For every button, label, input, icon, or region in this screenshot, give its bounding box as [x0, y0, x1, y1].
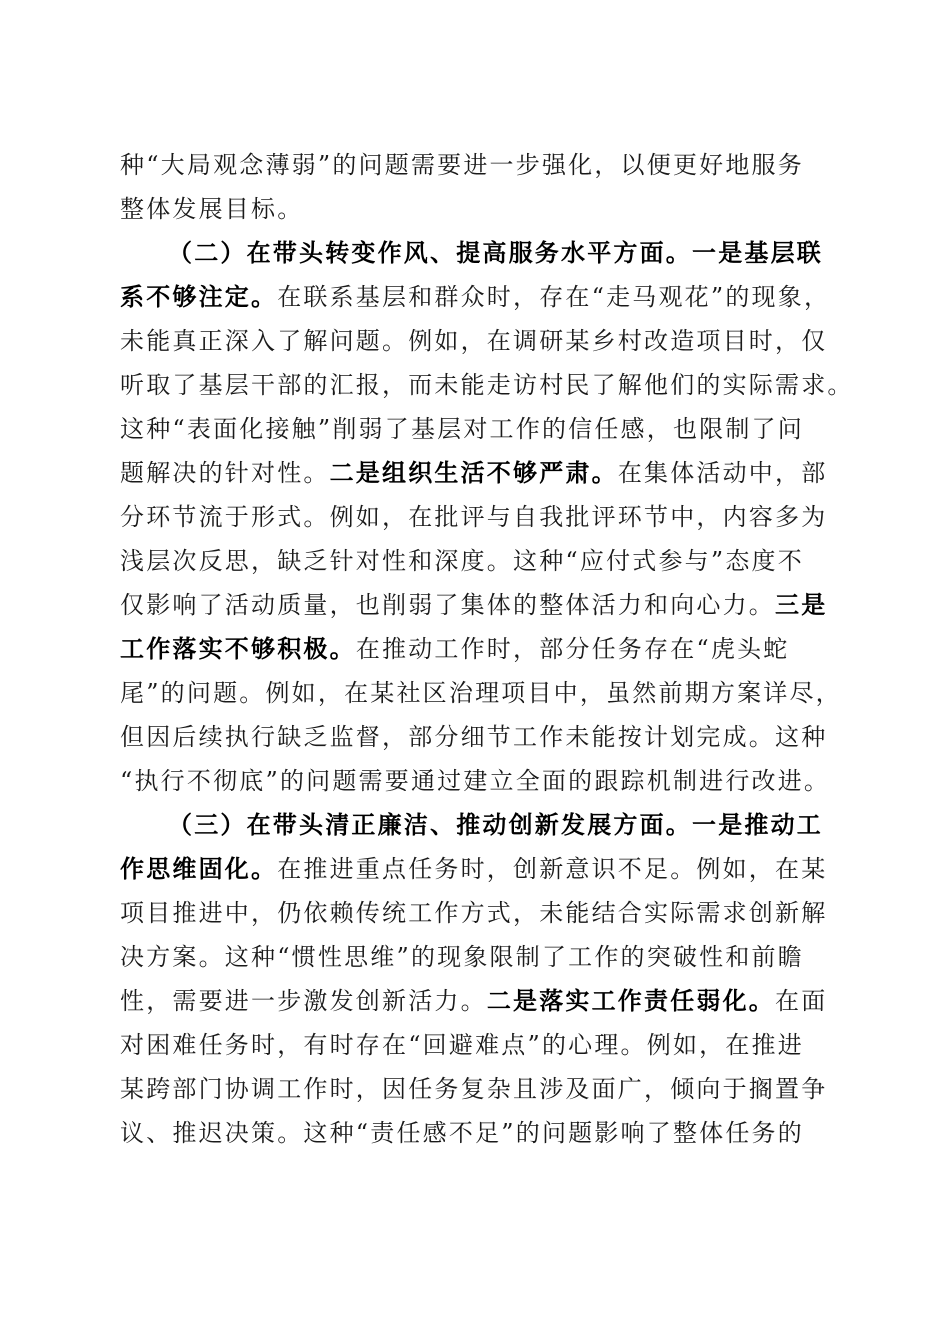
- text-line: [120, 451, 828, 495]
- text-line: [120, 407, 820, 451]
- text-run: 但因后续执行缺乏监督，部分细节工作未能按计划完成。这种: [120, 723, 828, 751]
- text-run: 性，需要进一步激发创新活力。: [120, 987, 487, 1015]
- text-line: [120, 187, 820, 231]
- bold-point: 系不够注定。: [120, 283, 278, 311]
- text-line: [120, 627, 820, 671]
- text-run: 在推动工作时，部分任务存在“虎头蛇: [355, 635, 790, 663]
- text-line: [120, 759, 831, 803]
- text-run: 整体发展目标。: [120, 195, 304, 223]
- text-run: 仅影响了活动质量，也削弱了集体的整体活力和向心力。: [120, 591, 775, 619]
- text-run: 题解决的针对性。: [120, 459, 330, 487]
- text-run: 浅层次反思，缺乏针对性和深度。这种“应付式参与”态度不: [120, 547, 804, 575]
- text-line: [120, 319, 828, 363]
- text-run: 在面: [775, 987, 828, 1015]
- text-line: [120, 363, 854, 407]
- section-heading-line: [168, 803, 823, 847]
- text-line: [120, 847, 828, 891]
- text-line: [120, 539, 820, 583]
- text-run: 听取了基层干部的汇报，而未能走访村民了解他们的实际需求。: [120, 371, 854, 399]
- text-run: 某跨部门协调工作时，因任务复杂且涉及面广，倾向于搁置争: [120, 1075, 828, 1103]
- text-run: 决方案。这种“惯性思维”的现象限制了工作的突破性和前瞻: [120, 943, 804, 971]
- text-run: 在集体活动中，部: [617, 459, 828, 487]
- section-heading: （三）在带头清正廉洁、推动创新发展方面。一是推动工: [168, 811, 823, 839]
- text-line: [120, 891, 828, 935]
- text-run: “执行不彻底”的问题需要通过建立全面的跟踪机制进行改进。: [120, 767, 831, 795]
- bold-point: 工作落实不够积极。: [120, 635, 356, 663]
- bold-point: 三是: [775, 591, 828, 619]
- text-run: 项目推进中，仍依赖传统工作方式，未能结合实际需求创新解: [120, 899, 828, 927]
- text-line: [120, 1023, 820, 1067]
- text-line: [120, 1067, 828, 1111]
- text-run: 分环节流于形式。例如，在批评与自我批评环节中，内容多为: [120, 503, 828, 531]
- text-run: 未能真正深入了解问题。例如，在调研某乡村改造项目时，仅: [120, 327, 828, 355]
- section-heading: （二）在带头转变作风、提高服务水平方面。一是基层联: [168, 239, 823, 267]
- text-line: [120, 143, 820, 187]
- text-run: 尾”的问题。例如，在某社区治理项目中，虽然前期方案详尽，: [120, 679, 842, 707]
- text-line: [120, 715, 828, 759]
- text-run: 种“大局观念薄弱”的问题需要进一步强化，以便更好地服务: [120, 151, 804, 179]
- bold-point: 二是落实工作责任弱化。: [486, 987, 776, 1015]
- text-line: [120, 495, 828, 539]
- text-line: [120, 979, 828, 1023]
- bold-point: 二是组织生活不够严肃。: [329, 459, 618, 487]
- text-run: 这种“表面化接触”削弱了基层对工作的信任感，也限制了问: [120, 415, 804, 443]
- section-heading-line: [168, 231, 823, 275]
- text-line: [120, 671, 842, 715]
- text-line: [120, 275, 831, 319]
- text-run: 对困难任务时，有时存在“回避难点”的心理。例如，在推进: [120, 1031, 804, 1059]
- text-line: [120, 1111, 820, 1155]
- text-run: 在联系基层和群众时，存在“走马观花”的现象，: [277, 283, 831, 311]
- text-run: 在推进重点任务时，创新意识不足。例如，在某: [277, 855, 828, 883]
- bold-point: 作思维固化。: [120, 855, 278, 883]
- text-line: [120, 935, 820, 979]
- text-line: [120, 583, 828, 627]
- text-run: 议、推迟决策。这种“责任感不足”的问题影响了整体任务的: [120, 1119, 804, 1147]
